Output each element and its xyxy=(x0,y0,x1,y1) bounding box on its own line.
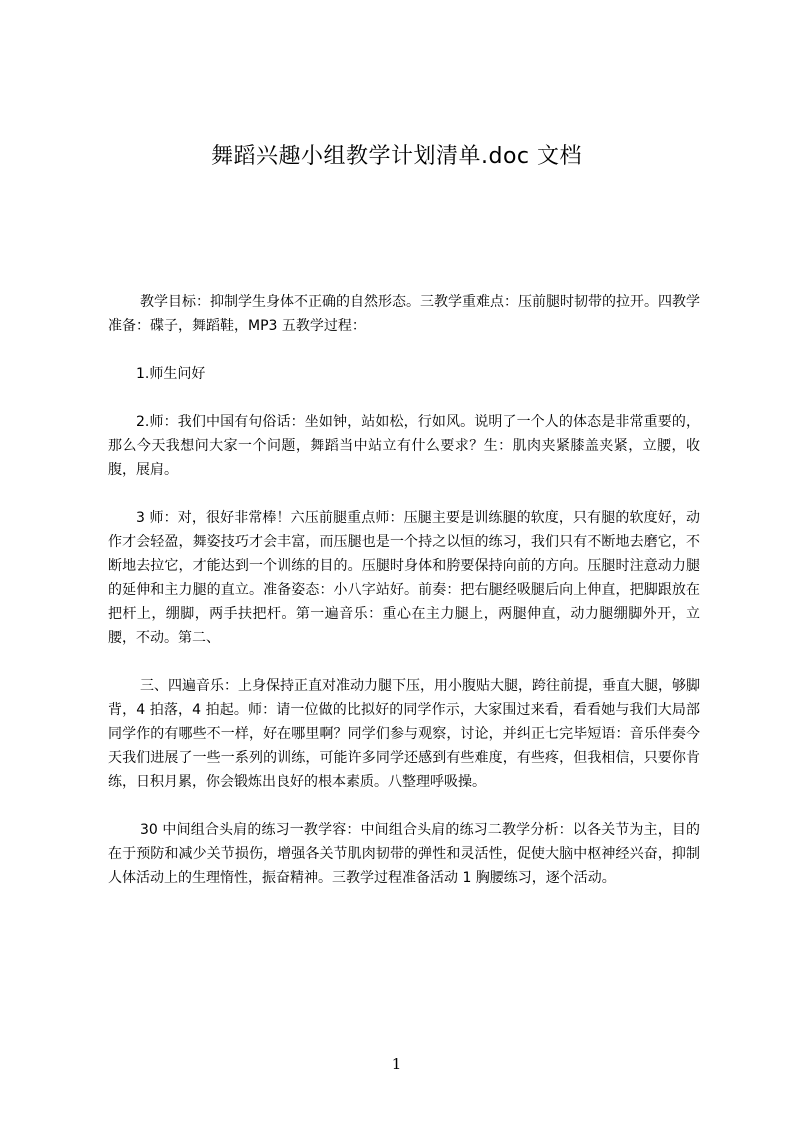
paragraph-music-practice: 三、四遍音乐：上身保持正直对准动力腿下压，用小腹贴大腿，跨往前提，垂直大腿，够脚背，4 拍落，4 拍起。师：请一位做的比拟好的同学作示，大家围过来看，看看她与我们大局部同学作的有哪些不一样，好在哪里啊？同学们参与观察，讨论，并纠正七完毕短语：音乐伴奏今天我们进展了一些一系列的训练，可能许多同学还感到有些难度，有些疼，但我相信，只要你肯练，日积月累，你会锻炼出良好的根本素质。八整理呼吸操。 xyxy=(108,678,700,790)
document-title: 舞蹈兴趣小组教学计划清单.doc 文档 xyxy=(210,144,582,169)
document-body xyxy=(108,290,700,914)
paragraph-posture-question: 2.师：我们中国有句俗话：坐如钟，站如松，行如风。说明了一个人的体态是非常重要的，那么今天我想问大家一个问题，舞蹈当中站立有什么要求？生：肌肉夹紧膝盖夹紧，立腰，收腹，展肩。 xyxy=(108,414,700,478)
page-number: 1 xyxy=(391,1055,402,1073)
paragraph-greeting: 1.师生问好 xyxy=(136,366,206,382)
paragraph-head-shoulder-combo: 30 中间组合头肩的练习一教学容：中间组合头肩的练习二教学分析：以各关节为主，目的在于预防和减少关节损伤，增强各关节肌肉韧带的弹性和灵活性，促使大脑中枢神经兴奋，抑制人体活动上的生理惰性，振奋精神。三教学过程准备活动 1 胸腰练习，逐个活动。 xyxy=(108,822,700,886)
paragraph-leg-press: 3 师：对，很好非常棒！六压前腿重点师：压腿主要是训练腿的软度，只有腿的软度好，动作才会轻盈，舞姿技巧才会丰富，而压腿也是一个持之以恒的练习，我们只有不断地去磨它，不断地去拉它，才能达到一个训练的目的。压腿时身体和胯要保持向前的方向。压腿时注意动力腿的延伸和主力腿的直立。准备姿态：小八字站好。前奏：把右腿经吸腿后向上伸直，把脚跟放在把杆上，绷脚，两手扶把杆。第一遍音乐：重心在主力腿上，两腿伸直，动力腿绷脚外开，立腰，不动。第二、 xyxy=(108,510,700,646)
paragraph-teaching-goals: 教学目标：抑制学生身体不正确的自然形态。三教学重难点：压前腿时韧带的拉开。四教学准备：碟子，舞蹈鞋，MP3 五教学过程： xyxy=(108,294,700,334)
